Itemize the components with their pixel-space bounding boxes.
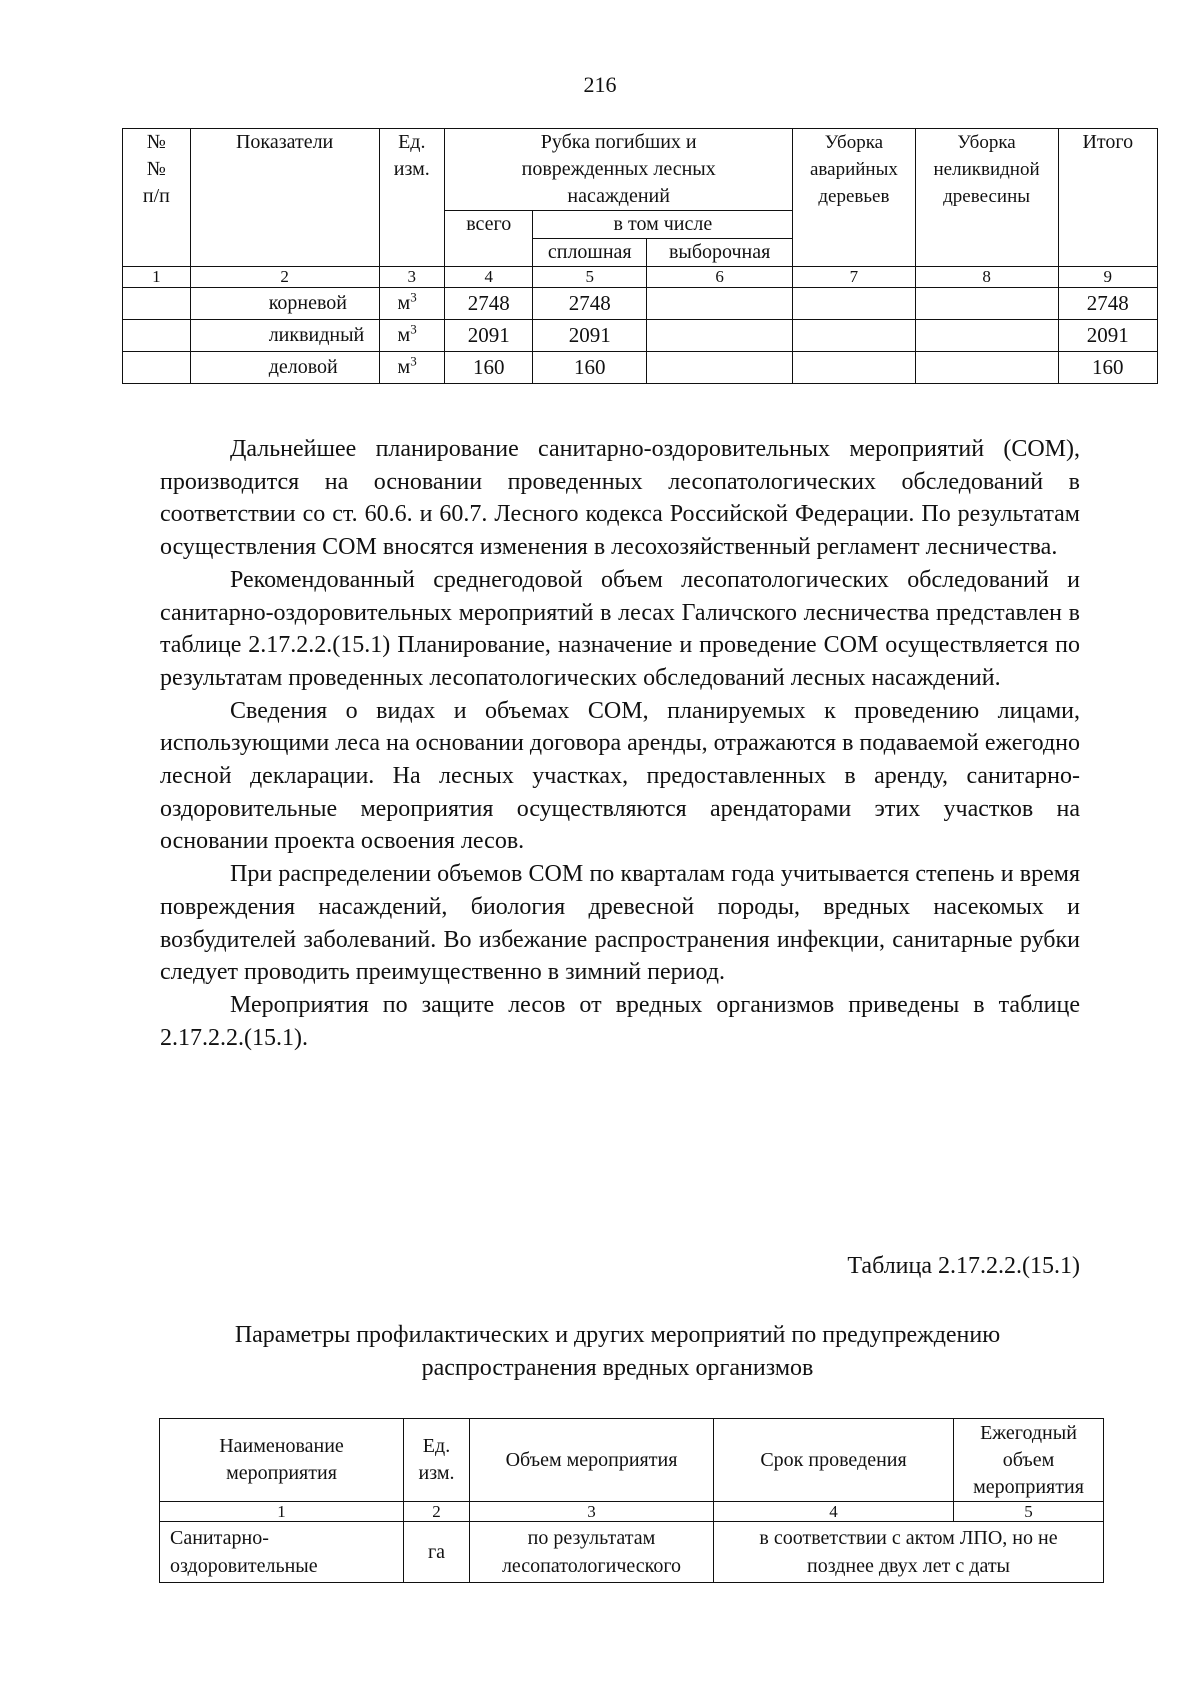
row-unit	[379, 320, 445, 352]
col-number: 3	[470, 1502, 714, 1522]
row-itogo: 2748	[1058, 288, 1157, 320]
row-total: 2091	[445, 320, 533, 352]
col-number: 5	[533, 267, 647, 288]
col-number: 4	[714, 1502, 954, 1522]
row-emergency	[793, 288, 915, 320]
col-number: 1	[123, 267, 191, 288]
header-including: в том числе	[533, 211, 793, 239]
row-unit	[379, 288, 445, 320]
row-itogo: 2091	[1058, 320, 1157, 352]
row-selective	[647, 352, 793, 384]
measures-parameters-table	[159, 1418, 1104, 1583]
unit-exponent: 3	[410, 321, 417, 337]
table-caption: Таблица 2.17.2.2.(15.1)	[847, 1253, 1080, 1279]
table-row	[123, 320, 1158, 352]
header-num: № № п/п	[123, 129, 191, 267]
paragraph: Мероприятия по защите лесов от вредных организмов приведены в таблице 2.17.2.2.(15.1).	[160, 991, 1080, 1051]
table-title: Параметры профилактических и других мероприятий по предупреждению распространения вредных организмов	[234, 1322, 1001, 1381]
row-num	[123, 352, 191, 384]
header-term: Срок проведения	[714, 1419, 954, 1502]
row-name: ликвидный	[190, 320, 379, 352]
row-volume: по результатам лесопатологического	[470, 1522, 714, 1583]
unit-exponent: 3	[410, 289, 417, 305]
row-name: корневой	[190, 288, 379, 320]
table-row	[123, 352, 1158, 384]
col-number: 7	[793, 267, 915, 288]
row-nonliquid	[915, 352, 1058, 384]
col-number: 2	[404, 1502, 470, 1522]
header-annual: Ежегодный объем мероприятия	[954, 1419, 1104, 1502]
header-indicator: Показатели	[190, 129, 379, 267]
paragraph: При распределении объемов СОМ по кварталам года учитывается степень и время повреждения насаждений, биология древесной породы, вредных насекомых и возбудителей заболеваний. Во избежание распространения инфекции, санитарные рубки следует проводить преимущественно в зимний период.	[160, 861, 1080, 986]
row-clear: 2748	[533, 288, 647, 320]
row-clear: 160	[533, 352, 647, 384]
row-total: 160	[445, 352, 533, 384]
row-selective	[647, 320, 793, 352]
table-row	[160, 1522, 1104, 1583]
unit-text: м	[397, 356, 411, 378]
row-name: деловой	[190, 352, 379, 384]
header-name: Наименование мероприятия	[160, 1419, 404, 1502]
unit-text: м	[397, 292, 411, 314]
header-volume: Объем мероприятия	[470, 1419, 714, 1502]
row-itogo: 160	[1058, 352, 1157, 384]
row-emergency	[793, 352, 915, 384]
col-number: 4	[445, 267, 533, 288]
header-emergency: Уборка аварийных деревьев	[793, 129, 915, 267]
paragraph: Сведения о видах и объемах СОМ, планируемых к проведению лицами, использующими леса на основании договора аренды, отражаются в подаваемой ежегодно лесной декларации. На лесных участках, предоставленных в аренду, санитарно-оздоровительные мероприятия осуществляются арендаторами этих участков на основании проекта освоения лесов.	[160, 697, 1080, 855]
body-text	[160, 433, 1080, 1054]
header-nonliquid: Уборка неликвидной древесины	[915, 129, 1058, 267]
row-total: 2748	[445, 288, 533, 320]
unit-exponent: 3	[410, 353, 417, 369]
col-number: 1	[160, 1502, 404, 1522]
row-emergency	[793, 320, 915, 352]
row-unit: га	[404, 1522, 470, 1583]
unit-text: м	[397, 324, 411, 346]
row-nonliquid	[915, 288, 1058, 320]
col-number: 3	[379, 267, 445, 288]
row-nonliquid	[915, 320, 1058, 352]
paragraph: Дальнейшее планирование санитарно-оздоровительных мероприятий (СОМ), производится на основании проведенных лесопатологических обследований в соответствии со ст. 60.6. и 60.7. Лесного кодекса Российской Федерации. По результатам осуществления СОМ вносятся изменения в лесохозяйственный регламент лесничества.	[160, 436, 1080, 561]
header-felling: Рубка погибших и поврежденных лесных насаждений	[445, 129, 793, 211]
page-number: 216	[583, 72, 617, 97]
col-number: 8	[915, 267, 1058, 288]
table-row	[123, 288, 1158, 320]
row-selective	[647, 288, 793, 320]
row-clear: 2091	[533, 320, 647, 352]
header-unit: Ед. изм.	[404, 1419, 470, 1502]
row-name: Санитарно- оздоровительные	[160, 1522, 404, 1583]
header-itogo: Итого	[1058, 129, 1157, 267]
col-number: 9	[1058, 267, 1157, 288]
paragraph: Рекомендованный среднегодовой объем лесопатологических обследований и санитарно-оздоровительных мероприятий в лесах Галичского лесничества представлен в таблице 2.17.2.2.(15.1) Планирование, назначение и проведение СОМ осуществляется по результатам проведенных лесопатологических обследований лесных насаждений.	[160, 566, 1080, 691]
row-num	[123, 320, 191, 352]
row-term: в соответствии с актом ЛПО, но не позднее двух лет с даты	[714, 1522, 1104, 1583]
col-number: 6	[647, 267, 793, 288]
col-number: 5	[954, 1502, 1104, 1522]
header-total: всего	[445, 211, 533, 267]
row-num	[123, 288, 191, 320]
header-unit: Ед. изм.	[379, 129, 445, 267]
row-unit	[379, 352, 445, 384]
header-selective: выборочная	[647, 239, 793, 267]
felling-volume-table	[122, 128, 1158, 384]
header-clear: сплошная	[533, 239, 647, 267]
col-number: 2	[190, 267, 379, 288]
